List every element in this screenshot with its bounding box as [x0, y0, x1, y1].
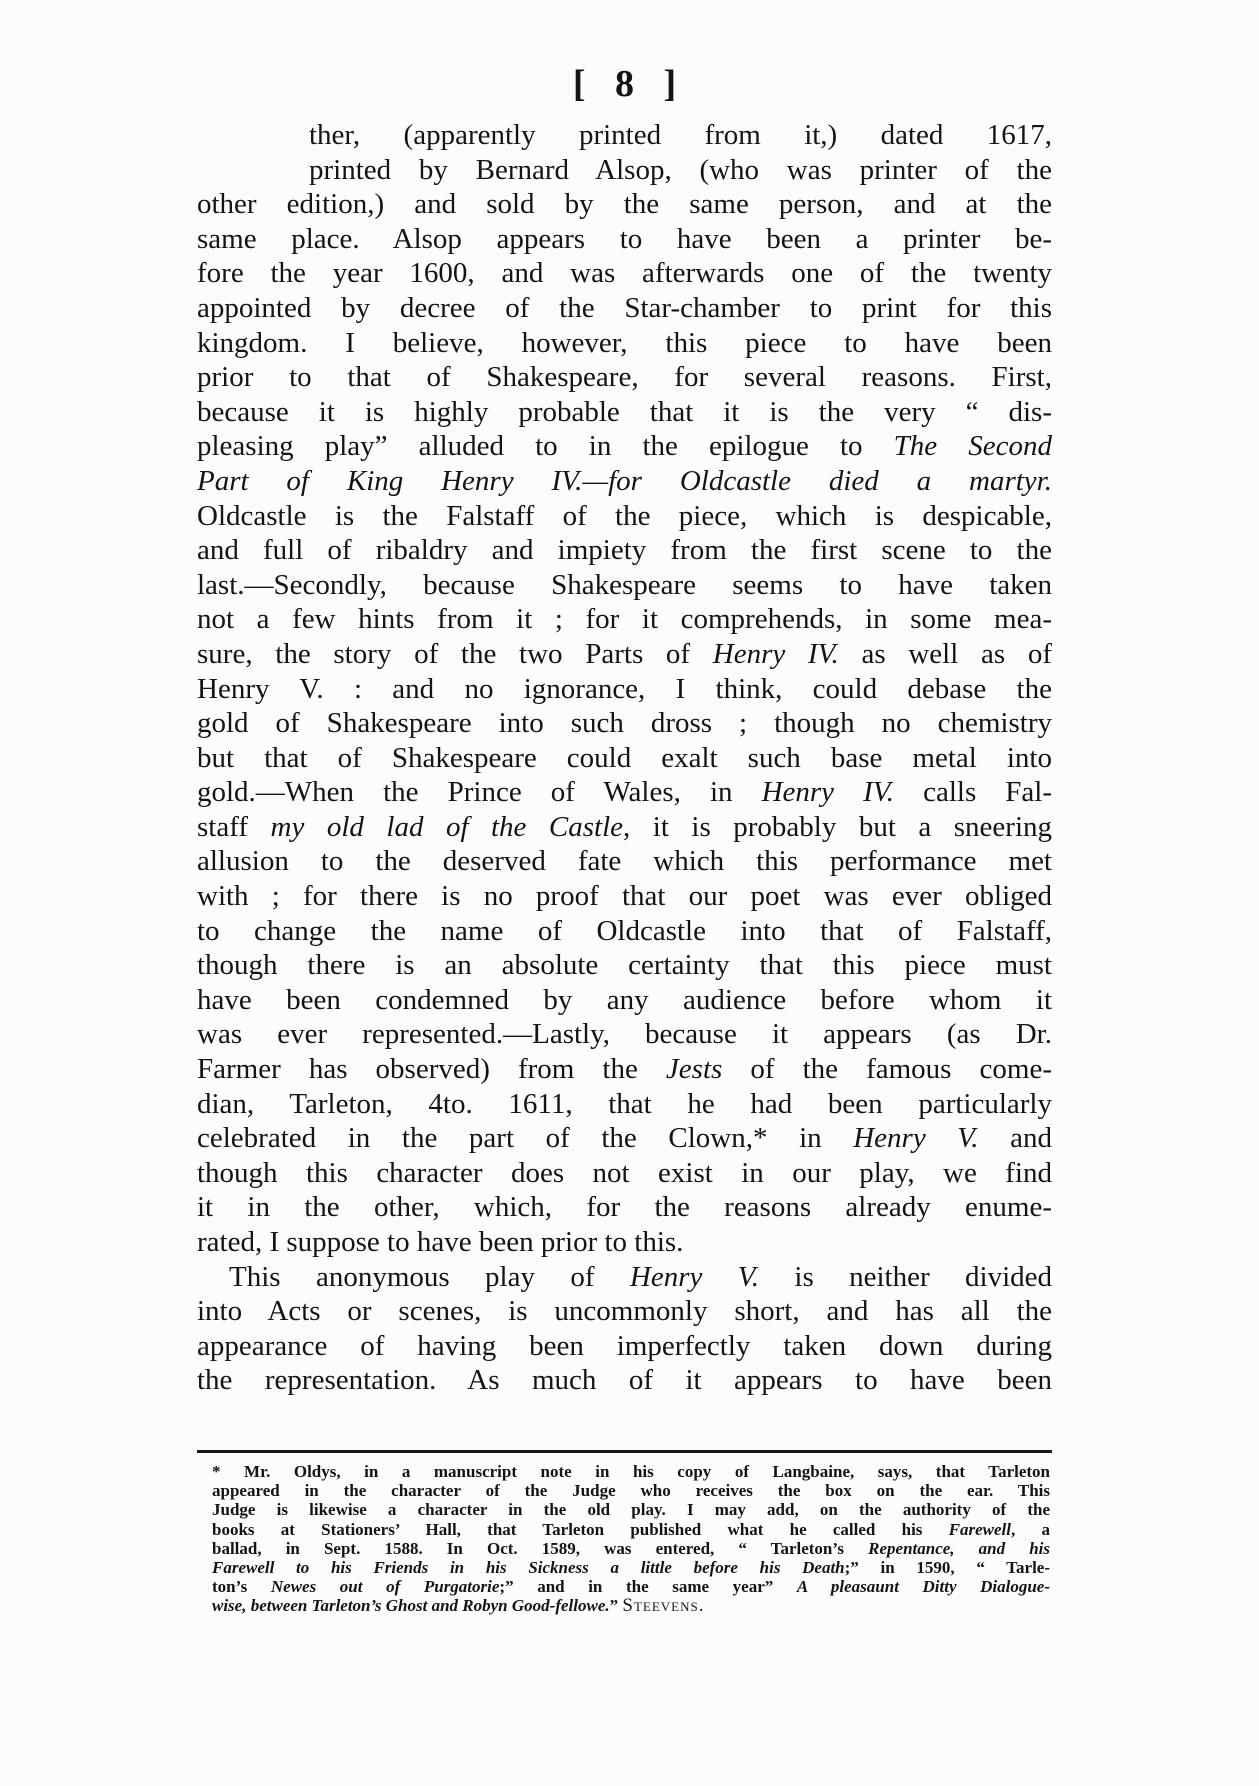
text-line: allusion to the deserved fate which this performance met — [197, 845, 1052, 878]
text-segment: and — [978, 1122, 1052, 1155]
italic-title: The Second — [893, 430, 1052, 463]
text-segment: This anonymous play of — [229, 1260, 630, 1293]
text-line: because it is highly probable that it is the very “ dis- — [197, 395, 1052, 428]
italic-title: Henry IV. — [712, 637, 839, 670]
footnote-line — [212, 1577, 1050, 1596]
text-line: into Acts or scenes, is uncommonly short, and has all the — [197, 1295, 1052, 1328]
text-line: other edition,) and sold by the same person, and at the — [197, 188, 1052, 221]
text-line — [197, 464, 1052, 499]
italic-quote: my old lad of the Castle — [270, 810, 624, 843]
italic-title: Farewell — [948, 1519, 1011, 1539]
text-segment: is neither divided — [759, 1260, 1052, 1293]
text-line: Henry V. : and no ignorance, I think, could debase the — [197, 672, 1052, 705]
text-line: kingdom. I believe, however, this piece to have been — [197, 326, 1052, 359]
text-line: same place. Alsop appears to have been a printer be- — [197, 222, 1052, 255]
footnote-line: Judge is likewise a character in the old play. I may add, on the authority of the — [212, 1500, 1050, 1520]
text-line: with ; for there is no proof that our poet was ever obliged — [197, 880, 1052, 913]
footnote-line — [212, 1596, 1050, 1615]
text-line: rated, I suppose to have been prior to this. — [197, 1226, 684, 1258]
text-line: though there is an absolute certainty that this piece must — [197, 949, 1052, 982]
text-segment: of the famous come- — [722, 1053, 1052, 1086]
italic-title: A pleasaunt Ditty Dialogue- — [796, 1577, 1050, 1597]
text-segment: staff — [197, 810, 271, 843]
text-segment: ton’s — [212, 1577, 271, 1597]
page-number: [ 8 ] — [572, 63, 687, 105]
text-line: it in the other, which, for the reasons already enume- — [197, 1191, 1052, 1224]
italic-title: Farewell to his Friends in his Sickness a little before his Death — [212, 1557, 845, 1577]
text-line: fore the year 1600, and was afterwards one of the twenty — [197, 257, 1052, 290]
text-line: printed by Bernard Alsop, (who was printer of the — [309, 153, 1052, 186]
text-line: ther, (apparently printed from it,) dated 1617, — [309, 119, 1052, 151]
text-line: though this character does not exist in our play, we find — [197, 1156, 1052, 1189]
italic-text: Part of King Henry IV.—for Oldcastle died a martyr. — [197, 464, 1052, 497]
text-line: but that of Shakespeare could exalt such base metal into — [197, 741, 1052, 774]
text-segment: ;” in 1590, “ Tarle- — [844, 1557, 1050, 1577]
footnote-line: * Mr. Oldys, in a manuscript note in his copy of Langbaine, says, that Tarleton — [212, 1462, 1050, 1481]
text-segment: ballad, in Sept. 1588. In Oct. 1589, was entered, “ Tarleton’s — [212, 1538, 869, 1558]
text-segment: calls Fal- — [894, 776, 1052, 809]
text-line: the representation. As much of it appears to have been — [197, 1364, 1052, 1397]
text-segment: sure, the story of the two Parts of — [197, 637, 713, 670]
footnote-divider — [197, 1450, 1052, 1453]
text-line: to change the name of Oldcastle into that of Falstaff, — [197, 914, 1052, 947]
body-text — [197, 118, 1052, 1398]
text-line — [197, 810, 1052, 845]
text-line: not a few hints from it ; for it comprehends, in some mea- — [197, 603, 1052, 636]
text-line: appearance of having been imperfectly taken down during — [197, 1329, 1052, 1362]
footnote — [212, 1462, 1050, 1616]
italic-title: Repentance, and his — [868, 1538, 1050, 1558]
text-line: dian, Tarleton, 4to. 1611, that he had been particularly — [197, 1087, 1052, 1120]
text-line — [197, 1260, 1052, 1295]
italic-title: Henry IV. — [761, 776, 895, 809]
text-line: Oldcastle is the Falstaff of the piece, which is despicable, — [197, 499, 1052, 532]
footnote-line — [212, 1539, 1050, 1558]
text-segment: books at Stationers’ Hall, that Tarleton published what he called his — [212, 1519, 949, 1539]
italic-title: Jests — [665, 1053, 723, 1086]
text-segment: as well as of — [838, 637, 1052, 670]
text-line — [197, 1121, 1052, 1156]
text-segment: ;” and in the same year” — [499, 1577, 797, 1597]
footnote-line — [212, 1520, 1050, 1539]
text-segment: gold.—When the Prince of Wales, in — [197, 776, 762, 809]
text-line — [197, 429, 1052, 464]
text-line: and full of ribaldry and impiety from the first scene to the — [197, 534, 1052, 567]
text-line — [197, 637, 1052, 672]
footnote-line — [212, 1558, 1050, 1577]
italic-title: Newes out of Purgatorie — [270, 1577, 500, 1597]
text-segment: pleasing play” alluded to in the epilogue to — [197, 430, 894, 463]
text-line: last.—Secondly, because Shakespeare seems to have taken — [197, 568, 1052, 601]
text-segment: , a — [1011, 1519, 1050, 1539]
text-segment: , it is probably but a sneering — [623, 810, 1052, 843]
text-segment: celebrated in the part of the Clown,* in — [197, 1122, 854, 1155]
italic-title: Henry V. — [629, 1260, 759, 1293]
footnote-line: appeared in the character of the Judge who receives the box on the ear. This — [212, 1481, 1050, 1501]
text-line: gold of Shakespeare into such dross ; though no chemistry — [197, 707, 1052, 740]
text-line: appointed by decree of the Star-chamber to print for this — [197, 291, 1052, 324]
text-segment: Farmer has observed) from the — [197, 1053, 666, 1086]
text-line — [197, 1052, 1052, 1087]
italic-title: wise, between Tarleton’s Ghost and Robyn Good-fellowe. — [212, 1596, 610, 1616]
text-line: was ever represented.—Lastly, because it appears (as Dr. — [197, 1018, 1052, 1051]
text-line: have been condemned by any audience before whom it — [197, 983, 1052, 1016]
footnote-author: Steevens. — [622, 1596, 705, 1616]
text-line — [197, 775, 1052, 810]
text-segment: ” — [609, 1596, 623, 1616]
italic-title: Henry V. — [853, 1122, 979, 1155]
text-line: prior to that of Shakespeare, for several reasons. First, — [197, 361, 1052, 394]
